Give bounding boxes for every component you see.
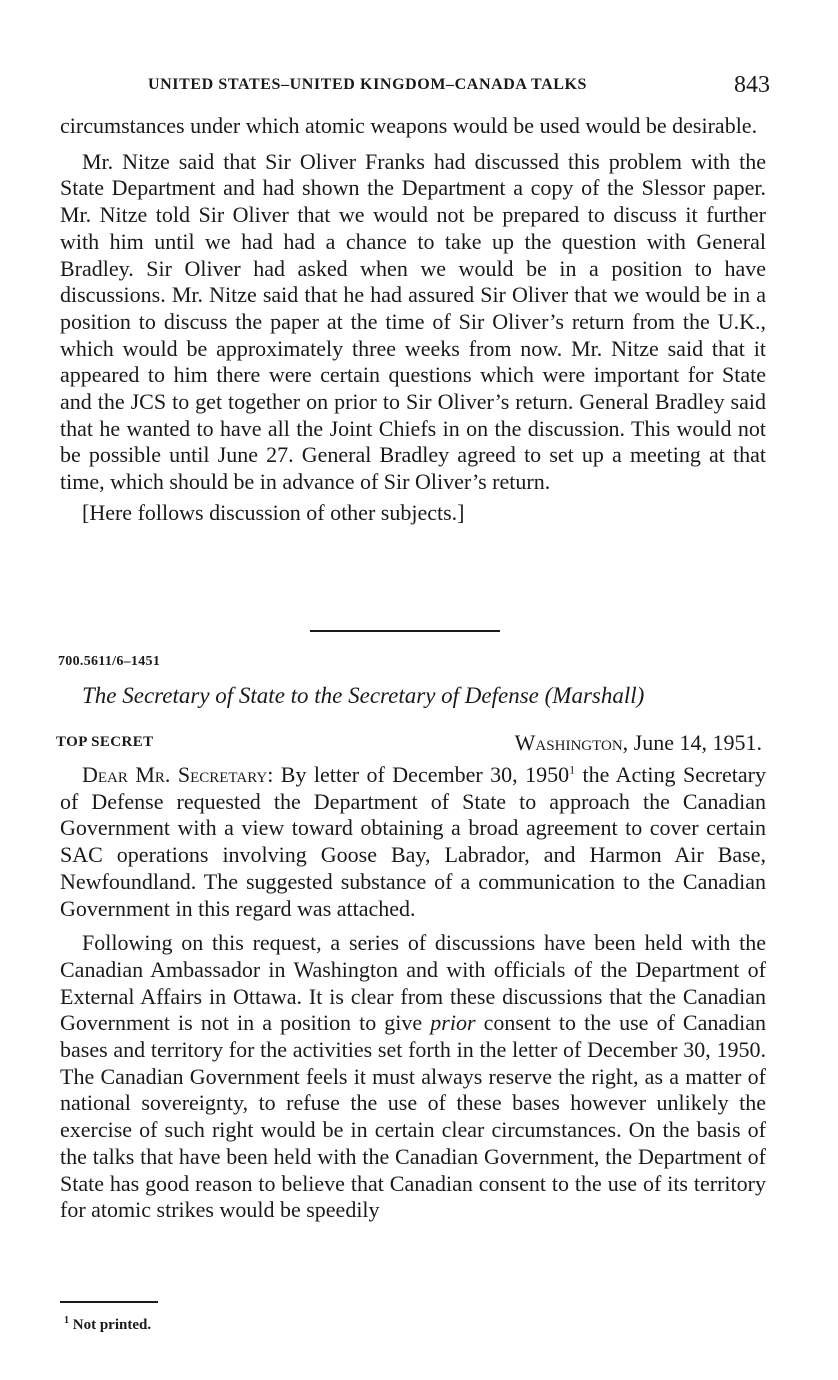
section-divider	[310, 630, 500, 632]
file-reference: 700.5611/6–1451	[58, 654, 161, 669]
footnote-number: 1	[64, 1315, 69, 1326]
document-title: The Secretary of State to the Secretary of Defense (Marshall)	[82, 683, 645, 708]
footnote-marker: 1	[569, 762, 576, 777]
place: Washington,	[514, 730, 629, 755]
continued-text-block	[60, 113, 766, 527]
page-number: 843	[734, 72, 770, 98]
letter-paragraph-1-start: By letter of December 30, 1950	[280, 762, 570, 787]
editorial-note: [Here follows discussion of other subjects.]	[82, 499, 465, 525]
dateline	[56, 730, 762, 760]
footnote	[64, 1315, 151, 1334]
letter-paragraph-2	[60, 930, 766, 1224]
salutation: Dear Mr. Secretary:	[82, 762, 274, 787]
classification-label: TOP SECRET	[56, 734, 154, 750]
letter-paragraph-2-rest: consent to the use of Canadian bases and territory for the activities set forth in the letter of December 30, 1950. The Canadian Government feels it must always reserve the right, as a matter of national sovereignty, to refuse the use of these bases however unlikely the exercise of such right would be in certain clear circumstances. On the basis of the talks that have been held with the Canadian Government, the Department of State has good reason to believe that Canadian consent to the use of its territory for atomic strikes would be speedily	[60, 1010, 766, 1223]
running-head-title: UNITED STATES–UNITED KINGDOM–CANADA TALKS	[148, 76, 588, 93]
place-and-date	[515, 730, 762, 756]
letter-paragraph-1	[60, 762, 766, 922]
footnote-text: Not printed.	[72, 1317, 152, 1333]
running-head	[148, 72, 772, 106]
date: June 14, 1951.	[633, 730, 762, 755]
letter-paragraph-2-start: Following on this request, a series of discussions have been held with the Canadian Ambassador in Washington and with officials of the Department of External Affairs in Ottawa. It is clear from these discussions that the Canadian Government is not in a position to give	[60, 930, 766, 1036]
letter-paragraph-1-rest: the Acting Secretary of Defense requested the Department of State to approach the Canadian Government with a view toward obtaining a broad agreement to cover certain SAC operations involving Goose Bay, Labrador, and Harmon Air Base, Newfoundland. The suggested substance of a communication to the Canadian Government in this regard was attached.	[60, 762, 767, 921]
paragraph-nitze: Mr. Nitze said that Sir Oliver Franks had discussed this problem with the State Department and had shown the Department a copy of the Slessor paper. Mr. Nitze told Sir Oliver that we would not be prepared to discuss it further with him until we had had a chance to take up the question with General Bradley. Sir Oliver had asked when we would be in a position to have discussions. Mr. Nitze said that he had assured Sir Oliver that we would be in a position to discuss the paper at the time of Sir Oliver’s return from the U.K., which would be approximately three weeks from now. Mr. Nitze said that it appeared to him there were certain questions which were important for State and the JCS to get together on prior to Sir Oliver’s return. General Bradley said that he wanted to have all the Joint Chiefs in on the discussion. This would not be possible until June 27. General Bradley agreed to set up a meeting at that time, which should be in advance of Sir Oliver’s return.	[60, 148, 766, 495]
footnote-divider	[60, 1301, 158, 1303]
paragraph-continued: circumstances under which atomic weapons would be used would be desirable.	[60, 113, 758, 138]
letter-body	[60, 762, 766, 1224]
emphasis-prior: prior	[430, 1010, 476, 1036]
